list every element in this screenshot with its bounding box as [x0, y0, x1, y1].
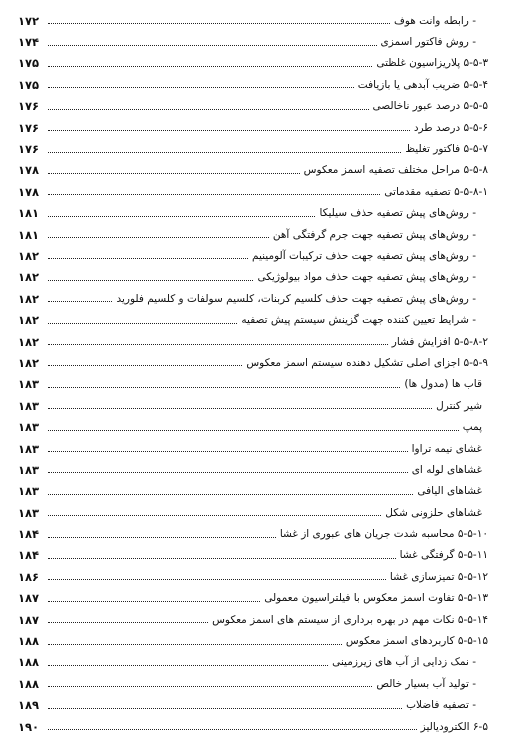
- table-of-contents: [18, 10, 488, 737]
- toc-entry-title: غشای نیمه تراوا: [411, 442, 482, 455]
- toc-entry: [18, 502, 488, 523]
- dot-leader: [48, 87, 354, 88]
- toc-entry: [18, 609, 488, 630]
- toc-entry-title: - شرایط تعیین کننده جهت گزینش سیستم پیش تصفیه: [241, 314, 476, 327]
- toc-entry-title: ۵-۵-۸-۲ افزایش فشار: [391, 335, 488, 348]
- toc-entry-title: ۵-۵-۱۲ تمیزسازی غشا: [389, 570, 488, 583]
- toc-entry: [18, 309, 488, 330]
- toc-entry: [18, 459, 488, 480]
- dot-leader: [48, 109, 369, 110]
- toc-page-number: ۱۸۲: [18, 248, 40, 263]
- dot-leader: [48, 579, 386, 580]
- toc-entry: [18, 566, 488, 587]
- dot-leader: [48, 472, 408, 473]
- dot-leader: [48, 237, 269, 238]
- toc-page-number: ۱۸۷: [18, 612, 40, 627]
- toc-entry-title: پمپ: [462, 421, 482, 434]
- dot-leader: [48, 601, 260, 602]
- dot-leader: [48, 344, 388, 345]
- dot-leader: [48, 66, 372, 67]
- toc-page-number: ۱۷۸: [18, 163, 40, 178]
- dot-leader: [48, 451, 408, 452]
- toc-page-number: ۱۷۵: [18, 77, 40, 92]
- dot-leader: [48, 708, 402, 709]
- toc-page-number: ۱۸۴: [18, 527, 40, 542]
- toc-entry-title: غشاهای الیافی: [417, 485, 482, 498]
- toc-page-number: ۱۸۲: [18, 291, 40, 306]
- toc-entry: [18, 545, 488, 566]
- toc-entry: [18, 716, 488, 737]
- toc-entry: [18, 331, 488, 352]
- toc-entry: [18, 10, 488, 31]
- toc-entry: [18, 53, 488, 74]
- toc-page-number: ۱۸۳: [18, 420, 40, 435]
- toc-page-number: ۱۸۳: [18, 462, 40, 477]
- dot-leader: [48, 644, 342, 645]
- toc-entry-title: ۵-۵-۱۱ گرفتگی غشا: [399, 549, 488, 562]
- toc-entry-title: ۵-۵-۱۰ محاسبه شدت جریان های عبوری از غشا: [279, 528, 488, 541]
- toc-entry: [18, 181, 488, 202]
- toc-entry: [18, 245, 488, 266]
- toc-page-number: ۱۸۹: [18, 698, 40, 713]
- toc-entry-title: ۵-۵-۹ اجزای اصلی تشکیل دهنده سیستم اسمز معکوس: [246, 356, 488, 369]
- toc-page-number: ۱۸۳: [18, 398, 40, 413]
- dot-leader: [48, 301, 112, 302]
- toc-entry: [18, 438, 488, 459]
- dot-leader: [48, 665, 328, 666]
- toc-page-number: ۱۸۲: [18, 270, 40, 285]
- toc-entry: [18, 288, 488, 309]
- toc-entry: [18, 652, 488, 673]
- toc-entry-title: - تولید آب بسیار خالص: [376, 677, 476, 690]
- toc-page-number: ۱۷۲: [18, 13, 40, 28]
- toc-page-number: ۱۸۱: [18, 227, 40, 242]
- toc-entry-title: - روش فاکتور اسمزی: [380, 36, 476, 49]
- toc-entry: [18, 74, 488, 95]
- dot-leader: [48, 216, 315, 217]
- dot-leader: [48, 152, 401, 153]
- toc-entry: [18, 117, 488, 138]
- toc-entry-title: ۵-۵-۴ ضریب آبدهی یا بازیافت: [357, 78, 488, 91]
- toc-page-number: ۱۸۱: [18, 206, 40, 221]
- toc-entry-title: - نمک زدایی از آب های زیرزمینی: [332, 656, 476, 669]
- toc-entry: [18, 673, 488, 694]
- toc-entry-title: - تصفیه فاضلاب: [406, 699, 476, 712]
- toc-entry-title: ۵-۵-۶ درصد طرد: [413, 121, 488, 134]
- toc-entry-title: ۵-۵-۱۳ تفاوت اسمز معکوس با فیلتراسیون معمولی: [264, 592, 488, 605]
- toc-page-number: ۱۸۲: [18, 313, 40, 328]
- toc-entry: [18, 224, 488, 245]
- toc-page-number: ۱۷۶: [18, 120, 40, 135]
- toc-entry: [18, 481, 488, 502]
- toc-entry-title: ۵-۵-۷ فاکتور تغلیظ: [405, 143, 488, 156]
- toc-entry-title: - روش‌های پیش تصفیه جهت حذف کلسیم کربنات، کلسیم سولفات و کلسیم فلورید: [116, 292, 476, 305]
- toc-page-number: ۱۷۶: [18, 99, 40, 114]
- toc-entry: [18, 203, 488, 224]
- dot-leader: [48, 130, 410, 131]
- toc-entry: [18, 695, 488, 716]
- toc-entry: [18, 395, 488, 416]
- toc-page-number: ۱۷۶: [18, 142, 40, 157]
- toc-entry-title: ۵-۵-۳ پلاریزاسیون غلظتی: [376, 57, 488, 70]
- toc-page-number: ۱۸۲: [18, 334, 40, 349]
- dot-leader: [48, 515, 381, 516]
- toc-page-number: ۱۷۴: [18, 35, 40, 50]
- toc-page-number: ۱۸۶: [18, 569, 40, 584]
- dot-leader: [48, 23, 390, 24]
- dot-leader: [48, 365, 242, 366]
- toc-entry: [18, 267, 488, 288]
- toc-entry-title: - روش‌های پیش تصفیه جهت جرم گرفتگی آهن: [272, 228, 476, 241]
- dot-leader: [48, 280, 253, 281]
- toc-entry: [18, 374, 488, 395]
- toc-entry-title: غشاهای حلزونی شکل: [385, 506, 482, 519]
- dot-leader: [48, 194, 380, 195]
- toc-entry: [18, 523, 488, 544]
- toc-page-number: ۱۸۸: [18, 655, 40, 670]
- toc-entry-title: - روش‌های پیش تصفیه جهت حذف مواد بیولوژیکی: [257, 271, 476, 284]
- toc-entry: [18, 416, 488, 437]
- toc-entry: [18, 352, 488, 373]
- dot-leader: [48, 173, 300, 174]
- toc-entry-title: ۵-۵-۱۴ نکات مهم در بهره برداری از سیستم های اسمز معکوس: [212, 613, 488, 626]
- dot-leader: [48, 45, 377, 46]
- toc-page-number: ۱۷۸: [18, 184, 40, 199]
- toc-entry: [18, 588, 488, 609]
- toc-page-number: ۱۸۳: [18, 377, 40, 392]
- toc-page-number: ۱۸۳: [18, 505, 40, 520]
- toc-entry-title: ۵-۵-۸-۱ تصفیه مقدماتی: [384, 185, 488, 198]
- toc-page-number: ۱۸۲: [18, 355, 40, 370]
- toc-entry-title: ۵-۵-۸ مراحل مختلف تصفیه اسمز معکوس: [303, 164, 488, 177]
- dot-leader: [48, 686, 372, 687]
- toc-entry-title: - روش‌های پیش تصفیه حذف سیلیکا: [319, 207, 476, 220]
- toc-page-number: ۱۸۸: [18, 676, 40, 691]
- dot-leader: [48, 494, 413, 495]
- toc-entry: [18, 138, 488, 159]
- toc-entry-title: ۵-۵-۵ درصد عبور ناخالصی: [372, 100, 488, 113]
- dot-leader: [48, 537, 276, 538]
- dot-leader: [48, 622, 208, 623]
- dot-leader: [48, 729, 417, 730]
- toc-entry-title: - روش‌های پیش تصفیه جهت حذف ترکیبات آلومینیم: [251, 249, 476, 262]
- dot-leader: [48, 558, 396, 559]
- dot-leader: [48, 408, 432, 409]
- toc-entry-title: ۶-۵ الکترودیالیز: [420, 720, 488, 733]
- dot-leader: [48, 258, 248, 259]
- toc-entry-title: - رابطه وانت هوف: [393, 14, 476, 27]
- toc-entry-title: شیر کنترل: [436, 399, 482, 412]
- toc-entry: [18, 96, 488, 117]
- toc-page-number: ۱۸۳: [18, 484, 40, 499]
- toc-page-number: ۱۸۸: [18, 634, 40, 649]
- toc-entry: [18, 31, 488, 52]
- toc-page-number: ۱۸۳: [18, 441, 40, 456]
- dot-leader: [48, 323, 237, 324]
- toc-entry: [18, 160, 488, 181]
- toc-entry-title: غشاهای لوله ای: [411, 463, 482, 476]
- toc-page-number: ۱۸۴: [18, 548, 40, 563]
- dot-leader: [48, 387, 400, 388]
- toc-entry-title: ۵-۵-۱۵ کاربردهای اسمز معکوس: [345, 635, 488, 648]
- toc-page-number: ۱۷۵: [18, 56, 40, 71]
- dot-leader: [48, 430, 459, 431]
- toc-entry-title: قاب ها (مدول ها): [404, 378, 482, 391]
- toc-entry: [18, 630, 488, 651]
- toc-page-number: ۱۸۷: [18, 591, 40, 606]
- toc-page-number: ۱۹۰: [18, 719, 40, 734]
